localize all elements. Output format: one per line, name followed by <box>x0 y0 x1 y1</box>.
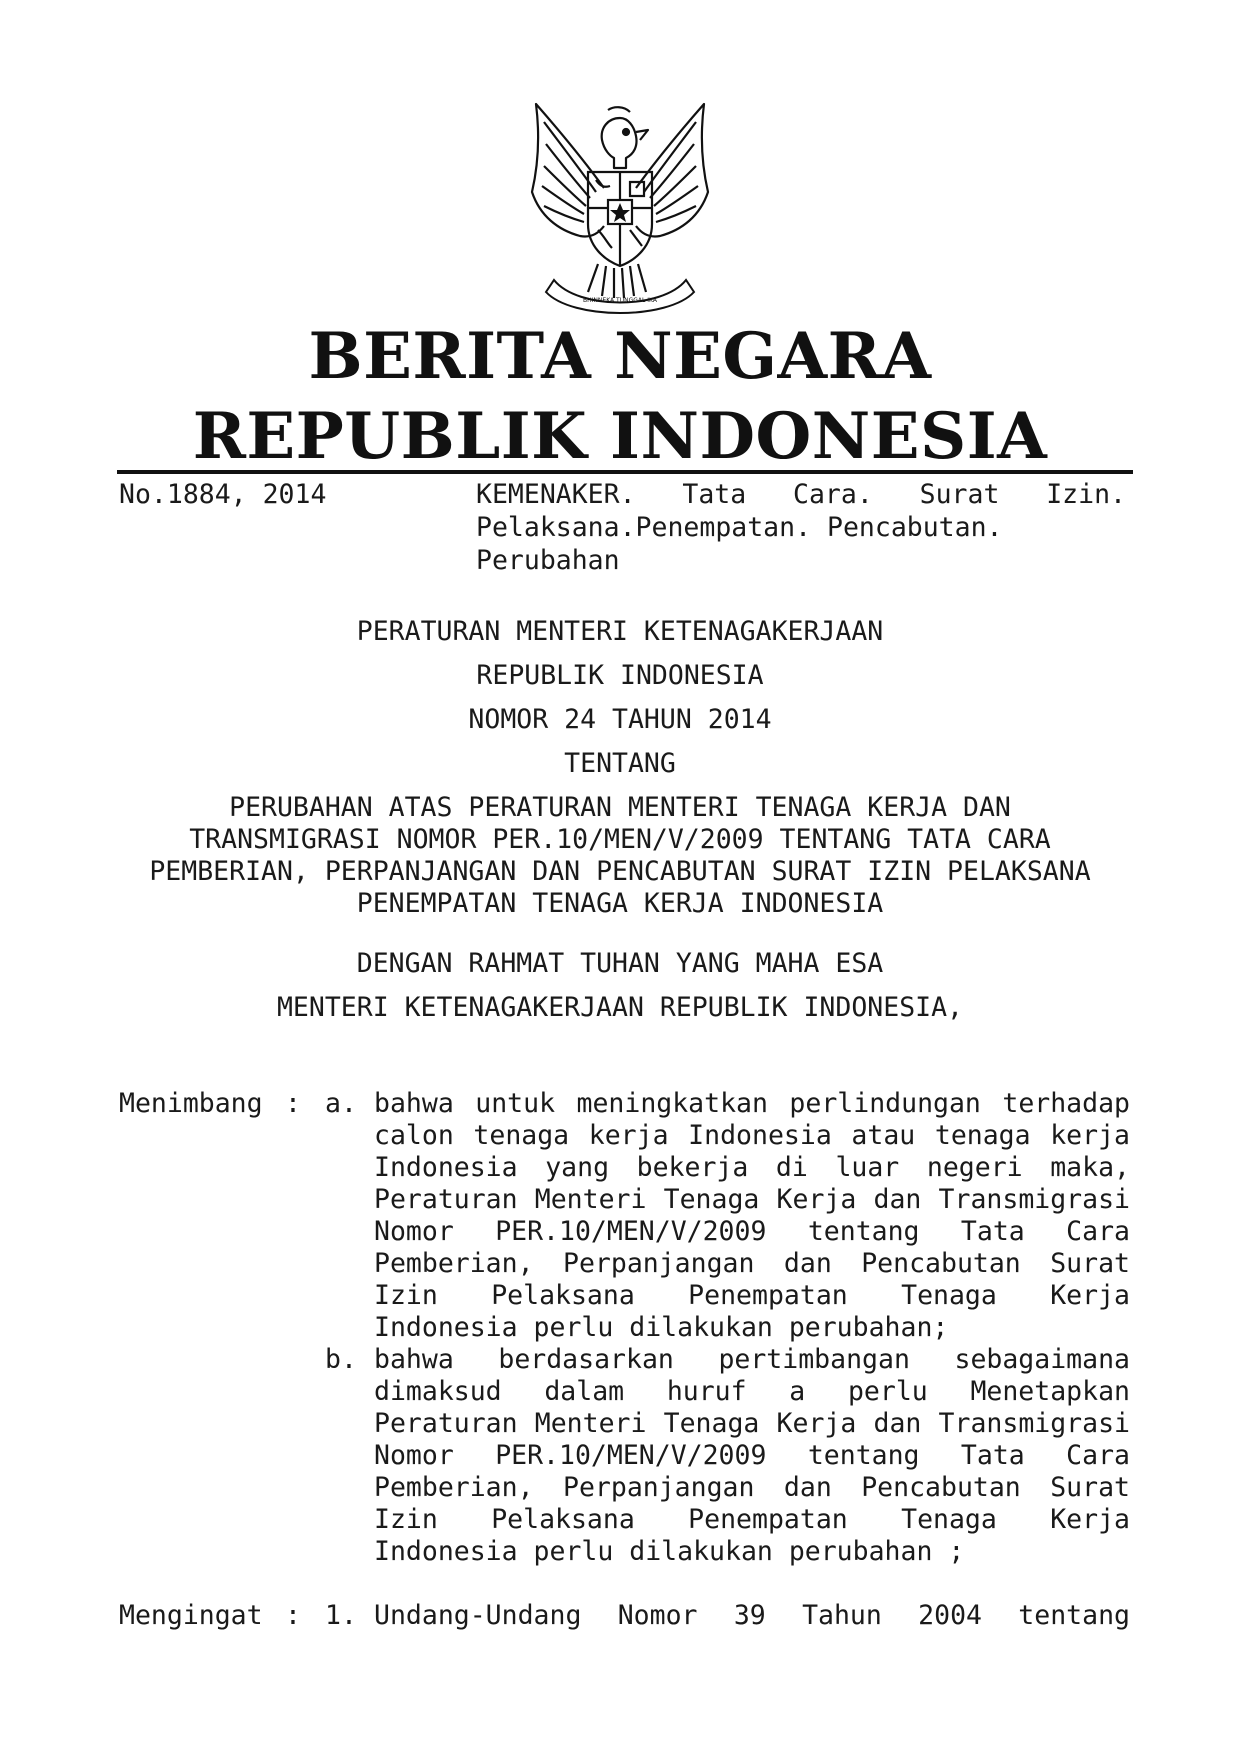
mengingat-item-text: Undang-Undang Nomor 39 Tahun 2004 tentang <box>374 1600 1130 1631</box>
garuda-emblem-icon <box>518 96 722 316</box>
masthead-title-line2: REPUBLIK INDONESIA <box>192 399 1048 474</box>
masthead-title-line1: BERITA NEGARA <box>308 319 932 394</box>
menimbang-colon: : <box>285 1088 301 1119</box>
regulation-subject-line: PEMBERIAN, PERPANJANGAN DAN PENCABUTAN SURAT IZIN PELAKSANA <box>149 856 1091 887</box>
menimbang-item-marker: b. <box>325 1344 357 1375</box>
menimbang-item-text: bahwa untuk meningkatkan perlindungan terhadap calon tenaga kerja Indonesia atau tenaga kerja Indonesia yang bekerja di luar negeri maka, Peraturan Menteri Tenaga Kerja dan Transmigrasi Nomor PER.10/MEN/V/2009 tentang Tata Cara Pemberian, Perpanjangan dan Pencabutan Surat Izin Pelaksana Penempatan Tenaga Kerja Indonesia perlu dilakukan perubahan; <box>374 1088 1130 1343</box>
regulation-title-line1: PERATURAN MENTERI KETENAGAKERJAAN <box>356 616 884 647</box>
mengingat-colon: : <box>285 1600 301 1631</box>
issue-number: No.1884, 2014 <box>119 479 327 510</box>
regulation-tentang: TENTANG <box>564 748 676 779</box>
emblem-motto: BHINNEKA TUNGGAL IKA <box>583 297 657 304</box>
issue-description-line2: Pelaksana.Penempatan. Pencabutan. Perubahan <box>476 512 1003 576</box>
regulation-subject-line: TRANSMIGRASI NOMOR PER.10/MEN/V/2009 TENTANG TATA CARA <box>189 824 1051 855</box>
issue-description-line1: KEMENAKER. Tata Cara. Surat Izin. <box>476 479 1126 510</box>
authority: MENTERI KETENAGAKERJAAN REPUBLIK INDONESIA, <box>276 992 964 1023</box>
regulation-number: NOMOR 24 TAHUN 2014 <box>468 704 772 735</box>
menimbang-item-text: bahwa berdasarkan pertimbangan sebagaimana dimaksud dalam huruf a perlu Menetapkan Peraturan Menteri Tenaga Kerja dan Transmigrasi Nomor PER.10/MEN/V/2009 tentang Tata Cara Pemberian, Perpanjangan dan Pencabutan Surat Izin Pelaksana Penempatan Tenaga Kerja Indonesia perlu dilakukan perubahan ; <box>374 1344 1130 1567</box>
regulation-subject-line: PENEMPATAN TENAGA KERJA INDONESIA <box>356 888 884 919</box>
regulation-subject-line: PERUBAHAN ATAS PERATURAN MENTERI TENAGA KERJA DAN <box>229 792 1011 823</box>
mengingat-item-marker: 1. <box>325 1600 357 1631</box>
mengingat-label: Mengingat <box>119 1600 263 1631</box>
invocation: DENGAN RAHMAT TUHAN YANG MAHA ESA <box>356 948 884 979</box>
masthead-divider <box>117 470 1133 474</box>
regulation-title-line2: REPUBLIK INDONESIA <box>476 660 764 691</box>
menimbang-label: Menimbang <box>119 1088 263 1119</box>
menimbang-item-marker: a. <box>325 1088 357 1119</box>
